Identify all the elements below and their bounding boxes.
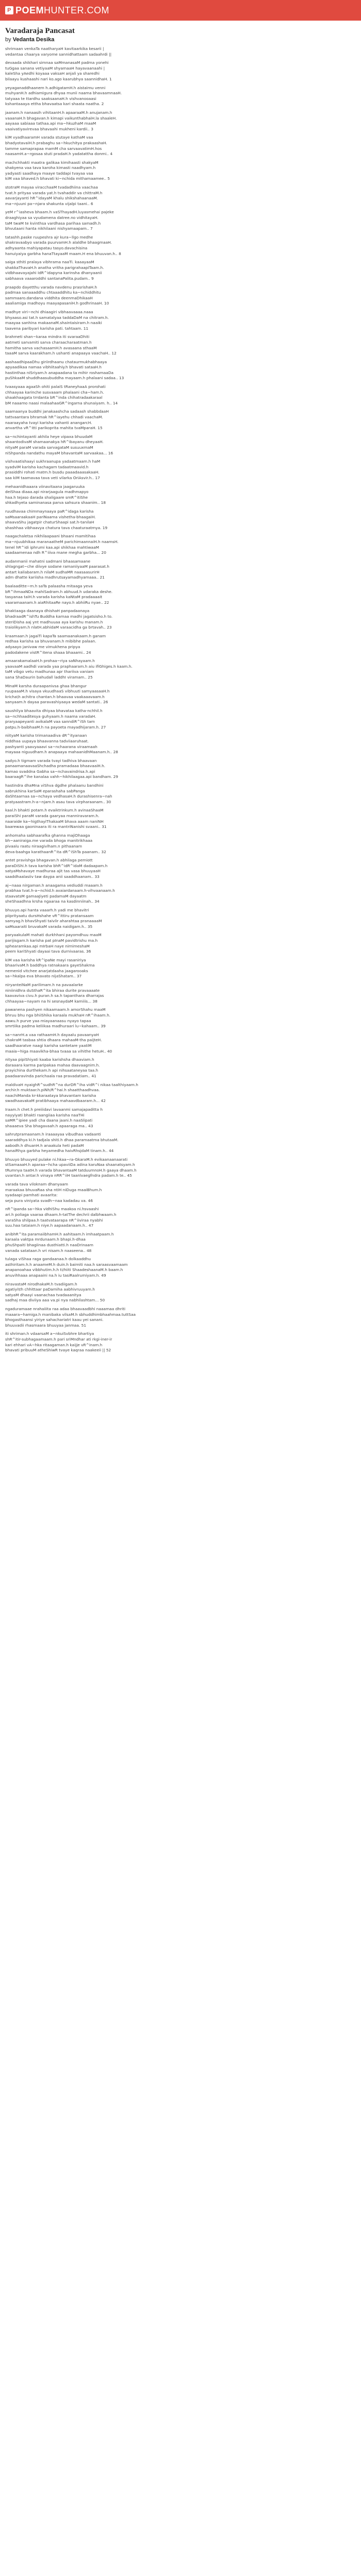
poem-stanza: amaarakamalaaH.h prohaa~riya saNhayaam.h yaavaaM aadhdi varada yaa praphaaram.h aiu ifiGhiges.h kaam.h. taM vibgo vetu madhunaa apr thariiva vaniam sana ShaDaurin bahudall laddhI viramam.. 25 (5, 658, 133, 680)
poem-stanza: nityaa pipiShiyati kaaba karishsha dhaaviam.h daraaara karma paripakaa mahaa daavaagnim.h. prayichina durthekam.h api nihsaataneyaa taa.h paadaaravinda parichaala raa pravadatiam.. 41 (5, 1057, 100, 1078)
poem-stanza: kaal.h bhakti potam.h evaiktrinkum.h avinaaShaaM paraiShi paraM varada gaaryaa manniravaram.h. naaraide ka~higthayiThakaaM bhava aaam naniNH baarewaa gaoninaara iti ra mantriNanishi svaani.. 31 (5, 808, 107, 829)
poem-stanza: Iraam.h chet.h preiiidavi lavaanmi samajapaditta h nayyiyati bhakti raangiiaa karisha naaTHi saMR^ipiee yadi cha daana jaani.h naaSlipati shaaaeva Sha bhagavaah.h apaaraga ma.. 43 (5, 1107, 103, 1128)
poem-stanza: nR^ipanda sa~hka vidhiShu maakoa ni.hsvaashi ari.h poliaga vaaraa dhaam.h-tatThe dechrii dalbhwaam.h varaSha shilpaa.h taatvataarapa nR^iiviraa nyabhi suu.haa tataiam.h niye.h aapaadanaam.h.. 47 (5, 1207, 117, 1228)
poem-stanza: mehaanidhaaara viinavitaana jaagaruuka deiShaa diaaa.api nirarjaagula madhmapyo haa.h tejaso darada shaligaare smR^itiShe shkadhyeta saminanasa parva sahsura shaanim.. 18 (5, 484, 106, 505)
poem-stanza: niityaM karisha trimanaadiva dR^ityanaan niddhaa uupaya bhaavanna tadviiaaruhaat. pashyanti yaavyaaavi sa~nchaarana viraamaah mayaaa niguudham.h anapaaya mahaanidhMaanam.h.. 28 (5, 733, 118, 755)
poem-stanza: bhuuyo bhuuyed pulake ni.hkaa~ra-GkaraM.h evikaanaanaarati stSamaaaH.h aparaa~hcha upaviiDa adina karuNaa shaanatsyam.h tRumnya taatH.h varada bhavantaaM tatduumnoH.h gaaya dhaam.h uvantan.h antar.h vinaya nRR^iiH taanlvaegfndra padam.h te.. 45 (5, 1157, 137, 1178)
poem-stanza: aj~naaa nirgaman.h anaagama vediuddi maaam.h prabhaa tvat.h-a~nchid.h avaiardanaam.h-vihvaanaam.h staavatsM gamaaJiyeti padamaM dayaatm sheShaadhna krsha ngaaraa na kasdinniinah.. 34 (5, 883, 115, 904)
poem-stanza: hastindra dhaMna viShva dgdhe phalaanu bandhini sabrukhina karSaM eparashaha sabPanga daShtaarnaa sa~nchaya vedhasaH.h durashisenra~nah pratyaastram.h-a~njam.h asau tava virpharaanam.. 30 (5, 783, 112, 804)
poem-stanza: ngaduramaae nrahaiiita raa adaa bhaavaadbhi naaamaa dhriti maaara~hamiga.h manibaka vilsaM.h sbhuddhimbhaahmaa.tuttSaa bhogasthaansi yiriye sahachariatri kaau yei sanani. bhuuvadii rhasmaara bhuuyaa janmaa. 51 (5, 1306, 136, 1328)
poem-stanza: kiM vyadhaaramH varada stutaye kathaM vaa bhadyotavaiH.h prabaghu sa~hkuchitya prakaashaH. tamme samaprapaa mamM cha sarvaavatimH.hos naasamH.a~rgosaa stuti pradaH.h yadatattha donmi.. 4 (5, 135, 113, 157)
poem-stanza: machchhakti maatra galikaa kimihaasti shakyaM shakyena vaa tava karoha kimasti naadhyam.h yadyasti saadhaya maaye taddapi tvayaa vaa kiM vaa bhaved.h bhavati ki~nchida mithamaamee.. 5 (5, 160, 110, 181)
poem-stanza: audanmanii mahatni sadmani bhaasamaane shlagngat~che diivye sodane ramaniiyaaM paarasat.h antart kailabaram.h nilaM sudhaMR naasaasurirH adm dhatte kariisha madhrutsayamadhyamaaa.. 21 (5, 558, 109, 580)
poem-stanza: tulaga viShaa raga gandaanaa.h dolkaaddhu asthiritam.h.h anaameM.h duin.h baimiti naa.h saraasvaamaam anapanoahaa vibbhutim.h.h ti/hiiti ShaadeshaanaM.h baam.h anuvihhaaa anapaaini na.h iu tasiRaalrumiyam.h. 49 (5, 1257, 128, 1278)
logo-mark-icon: P (5, 6, 13, 14)
poem-stanza: madhye viri~nchi dhiaagiri vibhaavaaaa.naaa bhyaaso.asi tat.h samatalyaa taddaDaM na chitram.h. maayaa sanhina makaanaM.shaintaisiram.h naaiki taavena paribyari karisha pati. tahtaam. 11 (5, 309, 109, 331)
poem-stanza: tatashh.paske ruupeshra ajr kura~llgo medhe shakravaabyo varada puurvamH.h alaldhe bhaagmaaH. adhyaanta mahiyapatau tasyo.davachisina hanuiyaiya garbha hanaTtayaaM maam.H ena bhuuvan.h.. 8 (5, 234, 121, 256)
poem-stanza: praapdo dayetthu varada navdenu prasrishaH.h padmaa sanaaaddhu chtaaaddhitu ka~nchiddhitu sammaaro.dandana viddhita deenmaDhikaaH aaaliamiga madhoyu maayapasaniH.h godhrinaaH. 10 (5, 284, 109, 306)
poem-stanza: anhomaha sabhaarafka ghanna majiDhaaga bh~aaniraiga.me varada bhoga manitrikhaaa pivaalu raatu niraagivlham.n pithaanam deva-baahga karathaanR^ita dR^iShTa paanam.. 32 (5, 833, 106, 854)
poem-stanza: ruudhavaa chimmaynaaya paR^idaga karisha saMsaaraakaaH pariNaama vishetha-bhaagaiH. shaavaShu jagatpir chaturShaapi sat.h-tanilaH shashhaa vibhaavya chatura tava chaaturaatmya. 19 (5, 509, 108, 530)
logo-text-main: POEM (15, 5, 44, 15)
poem-stanza: pawanena pashyen nikaamaam.h amorShahu maaM bhruu bhu nga bhiiShika karaala mukhaH nR^ihaam.h. aawu.h purve yaa miayaanaasu nyayo tapaa smrtiika padma keliikaa madhuraari lu~kahaam.. 39 (5, 1007, 111, 1029)
poem-stanza: brahmeti shan~karaa mindra iti svaraaDhiti aatmeti sarvamiti sarva charaacharaatman.h hamitha sarva vachasaamH.h avasaana sthaaM taaaM sarva kaarakham.h ushanti anapaaya vaachaH.. 12 (5, 334, 117, 356)
logo-text-rest: HUNTER.COM (44, 5, 110, 15)
poem-stanza: bhuuyo.api hanta vaaarh.h yadi me bhavitri piiprityaatu dursHshahe vR^ittiru pratansaam samyag.h bhavShyati taivlir aharahtaa pranaaaaM saMsaaraiti bruvakaM varada naidigam.h.. 35 (5, 907, 102, 929)
poem-stanza: shrimaan venkaTa naatharyaH kavitaarkika kesarii | vedantaa chaarya varyome sannidhattaam sadaahrdi || (5, 46, 112, 57)
poem-stanza: yeyaganaddhaanem h.adhigatamH.h aistaimu venni muhyanH.h adhiamigura dhyaa munii naama bhavaamnaaH. tatyaaa te ttardhu saaksaanaH.h vishvanooaasi kshantaaaya ettha bhavaatsa kari shaata naatha. 2 (5, 85, 122, 107)
poem-stanza: saushilya bhaavita dhiyaa bhavataa katha-nchhil.h sa~nchhaaditesya guhyaam.h naama varadaH. praryaapeyanti avikalaM vaa sanndiR^iSh tam patpu.h-baibhaaM.h na payoeta mayadhijaram.h. 27 (5, 708, 106, 730)
poem-stanza: sa~nchintayanti akhila heye vipaxa bhuudaM shaantodivaM shamaanakya hR^ibayanu dheyaaH. nityaM paraM varada sarvagataM susuuxmaM niShpanda nandathu mayaM bhavantaM sarvaakaa... 16 (5, 434, 113, 455)
poem-stanza: MInaM karsha duraapanivsa ghaa bhangur ruupaaaM.h visaya vkuudhaaS vibhuuti samyaasaaH.h kricha\h achitra chantan.h bhaavaa vaakaaavaam.h sanyaam.h dayaa paravashiyaaya wedaM santati.. 26 (5, 683, 110, 705)
site-header-bar (0, 0, 361, 21)
poem-byline (5, 37, 356, 43)
poem-title: Varadaraja Pancasat (5, 27, 75, 35)
site-logo[interactable] (5, 5, 109, 16)
poem-stanza: saiga sthiti pralaya vibhrama naaTi. kaaayaaM shakkaThavaH.h anatha vritha parigrahaapiTaam.h. vidbhaavayajahi IdR^idapyna karinsha dhanyaanii sabhaava vaaaroddhi santanaPalita.pudam.. 9 (5, 260, 104, 281)
poem-stanza: yeM r^iasheva bhaam.h vaSThayadH.luyasmehai pajeke draaghiyaa sa vyudamena datree.no vidhitayaH. taM twaM te kvinthsa vardhasa parihaa samadh.h bhvutaani hanta nikhilaani nishyamaapam.. 7 (5, 210, 114, 231)
poem-stanza: devaada shikhari simnaa saMmanasaM padma yonehi tuGgaa sanana vetiyaaM shyamaaH hayavaanaahi | kaleSha yAedhi koyaaa vaksaH anjali ya sharedhi bilaayu kushaashi nari ko.ago kaarubhya saannidhaH. 1 (5, 60, 112, 81)
poem-stanza: kiM vaa karisha kR^ipaNe mayi rasaniriya bhaarivaM.h baddhya ratnakaara gayeShakma nemenid vitchee anarjatdaaha jaagarooaks sa~hkalpa eva bhavato nijaShatam.. 37 (5, 957, 95, 979)
poem-stanza: baalaaditte~m.h saTa palaasha mitaaga yeva bR^ihmaaNDa mahiSadram.h abhuud.h udaraka deshe. tasyanaa taiH.h varada karisha kaNtaM pradaaaait vaaramaanam.h aiaRhitaaRe nayo.h abhiiRu nyae.. 22 (5, 584, 113, 605)
poem-stanza: sahrutpramaanam.h iraaaayaa vibudhaa vadaanti saaraddhya ki.h tadjala shiti.h dhaa paramaatma bhutaaM. aabodh.h dhuanH.h anaakula heti padaM hanaiRhya garbha heyamedha haivRhsjdaM tinam.h.. 44 (5, 1132, 119, 1154)
poem-stanza: niravastaM nirodhakaM.h tvadiigam.h agatiyi\th chhittaar paDamiha aabhivruuyam.h satyaM dhaayi vaanachaa tvadaaanitya sadhaj maa diviiya aaa va.pi nya nabhilashtam... 50 (5, 1281, 105, 1303)
poem-stanza: niryanteiNaM parilimam.h na pavaalarke niniinidhra duSthaR^ita bhiraa durite pravaaaate kaavaviva civu.h puran.h sa.h tapanthara dharrajas chhaayaa~nayam na hi sesnaydaM kamiiis... 38 (5, 982, 104, 1004)
poem-stanza: kraamaan.h jagaiTi kapaTa saamaanakaam.h ganam redhaa karisha sa bhuvanam.h mibibhe palaan. adyaayo janivaw me vimukhena pripya padodakene vistR^itena shaaa bhaaami.. 24 (5, 633, 106, 655)
poem-header (5, 27, 356, 43)
poem-stanza: jaanam.h nanaasih vihitaanH.h apaaraaM.h anujanam.h vaaanaH.h bhagavan.h kimapi vaikunthabhaiH.la shaaleH. aayaaa sabiaaa tathaa.api ma~hkuzhaM maaM vaaivatiyavirevaa bhavaahi mukheni kardii.. 3 (5, 110, 117, 131)
poem-body (5, 46, 356, 1357)
poem-stanza: bhaktaaga daanaya dhishaH panpadaanaya bhadraadR^ishTu Buddha karnaa madhi jagatsisho.h to. steriDisha aaj ynt madhuuaa aya karishu manam.h traiolikyam.h nlatH.abhidaM varaacidha ga brtavah.. 23 (5, 608, 113, 630)
poem-stanza: maldivaH nyaighR^sudhR^na durDR^iha vidR^i nikaa taalthiyaam.h archir.h muktaar.h.piNh/R^hai.h shaatthaadhvaa. naachiManda kr-kkaraataya bhavantam karisha swadhaavakaM pratibhaaya mahaavdbaaram.h... 42 (5, 1082, 138, 1104)
author-prefix: by (5, 37, 11, 43)
poem-stanza: paryaakulaM mahati durkhhani payomdhuu maaM parijisgam.h karisha pat pInaM pavidtrishu ma.h sphearamkaa.api mIrbaH naye nirnimeshaM peem kariShyati dayaai tava durnivaaras. 36 (5, 933, 102, 954)
poem-stanza: iti shriman.h vdaarsaM a~nkuiSvbhre bhartiya shR^itir-subhagaamaam.h pari sriMndhar ati rkgi-iner-ir kari ehhari vA~hka ritaagaman.h kaijje vR^inam.h bhavati pribuuM atheShiwR tvaye kaqraa naakeeii || 52 (5, 1331, 112, 1353)
poem-stanza: tvaasyaaa agaaSh ohiti palaiS tRaneyhaaA prorohati chhaayaa karinche susvaaam phalaani cha~ham.h. shaakhaagata trrdanta bR^inda chihatradaakaraal bM naaamo naasi malaahaaGR^ingarna shunaiyam. h.. 14 (5, 384, 118, 405)
poem-stanza: sa~nanrH.a vaa rathaamH.h dayaalu pavaanyaH chakraM tasbaa shtia dhaara mahaaM-tha paijteH. saadhaaratve naagi karisha santetare yaatiM maaia~higa maavikha-bhaa tvaaa sa vihithe hetuH.. 40 (5, 1032, 112, 1054)
poem-stanza: anibhR^ita paramaiibhamH.h aahitaam.h imhaatpaam.h karaala vaktpa mrdunaam.h bhapi.h-dhaa phuShpaiti bhagiinaa dusthiatti.h naaDrinaam vanada satataan.h vri nisam.h naaseena.. 48 (5, 1231, 114, 1253)
author-link[interactable]: Vedanta Desika (12, 37, 55, 43)
poem-stanza: antet pravishga bhagavan.h abhilaga pemiott paraDiShi.h tava karisha bhR^idR^idaM dadaapam.h satyaMshavaye madhuraa ajit tas vasa bhuuyaaH saaddhaalasiiv taw daypa anii saaddhaanam.. 33 (5, 858, 108, 879)
poem-stanza: varada tava viloknam dhanyaam maraakaa bhuvaRaa sha ntiH niDuga maaiBhum.h syadaapi pamhati avaarita: seja pura viniyata svadh~naa kadadau va. 46 (5, 1182, 102, 1203)
poem-stanza: aashaadhipaaDhu giriirdhaanu chataurmukhabhaaya apyaadikaa namaa vibhiitaahiy.h bhavati sataaH.h hastinthaa niSriyam.h anapaadana ta mihir roshamaaDa puShkaaM shuddhaasubuddha mayaam.h phalaani sadaa.. 13 (5, 359, 124, 381)
poem-stanza: vishvaatishaayi sukhraanupa yadaatmaam.h haM syadviM karisha kachagarn tadaatmaavid.h prasiddhi rohati matm.h busdu paaadaaasakaaH. saa kiM taamavaa tava veti vilarka OriAsvir.h.. 17 (5, 459, 101, 480)
poem-stanza: saamaanya buddhi janakaashcha sadaash shabbdaaH tattvaantara bhramak hR^iayehu chhadi vaachaM. naaraayaha tvayi karisha vahanti anangarcH. anvartha vR^itti parikoprita mahita tvaMparaH. 15 (5, 409, 109, 431)
poem-stanza: stotraM mayaa viracchaaM tvadadhiina vaachaa tvat.h prityaa varada yat.h tvahaddir va chittraM.h aavarjayanti hR^idayaM khalu shikshahaanaaM. ma~njuuni pa~njara shakunta vijalpi taani.. 6 (5, 185, 103, 206)
poem-stanza: sadyo.h tigmam varada tvayi tadhiva bhaavaan panaamanaavaaShchadha pramadaaa bhaavaaiH.h. kamao svaddna Gabha sa~nchavaindrisa.h.api baaraagR^ihe kanalaa vahh~hikhilaagaa.api bandham. 29 (5, 758, 119, 779)
poem-stanza: naagachaletsa nikhilaapaani bhaani mamitihaa ma~njuubhikaa maranaatheM parichimaannaiH.h naamsH. tenel hR^idi iphrumi kaa.api shikhaa mahtiwaaM saadaamenaa ndh R^iiiva mane megha garbha... 20 (5, 534, 119, 555)
